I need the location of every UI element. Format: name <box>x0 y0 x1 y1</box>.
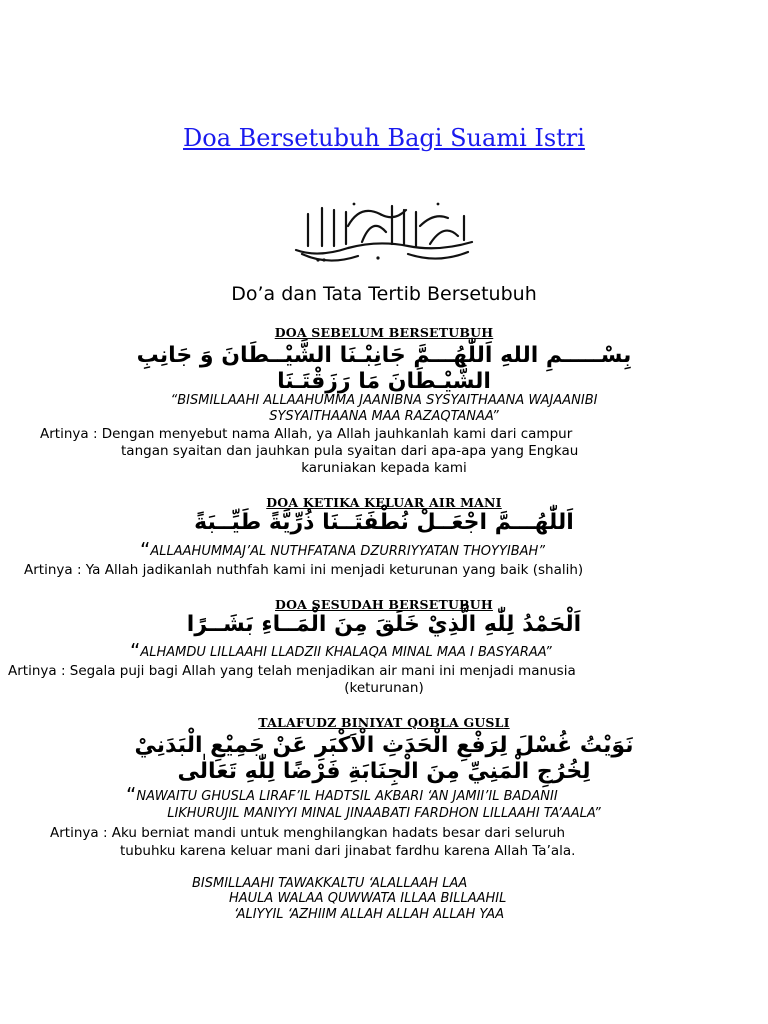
transliteration-line: LIKHURUJIL MANIYYI MINAL JINAABATI FARDHON LILLAAHI TA’AALA” <box>167 806 601 821</box>
transliteration-text: NAWAITU GHUSLA LIRAF’IL HADTSIL AKBARI ‘AN JAMII’IL BADANII <box>136 789 558 804</box>
section-heading: DOA SESUDAH BERSETUBUH <box>275 597 493 612</box>
arabic-text: نَوَيْتُ غُسْلَ لِرَفْعِ الْحَدَثِ الْاَكْبَرِ عَنْ جَمِيْعِ الْبَدَنِيْ <box>134 733 634 758</box>
meaning-line: tangan syaitan dan jauhkan pula syaitan dari apa-apa yang Engkau <box>121 443 579 459</box>
basmalah-calligraphy-icon <box>288 196 480 268</box>
open-quote: “ <box>126 783 137 807</box>
meaning-line: Artinya : Ya Allah jadikanlah nuthfah kami ini menjadi keturunan yang baik (shalih) <box>24 562 584 578</box>
closing-line: BISMILLAAHI TAWAKKALTU ‘ALALLAAH LAA <box>192 876 468 891</box>
arabic-text: الشَّيْـطَانَ مَا رَزَقْتَـنَا <box>277 369 491 394</box>
transliteration-line <box>126 783 558 807</box>
transliteration-line <box>130 639 552 663</box>
open-quote: “ <box>140 538 151 562</box>
meaning-line: Artinya : Segala puji bagi Allah yang telah menjadikan air mani ini menjadi manusia <box>8 663 576 679</box>
closing-line: ‘ALIYYIL ‘AZHIIM ALLAH ALLAH ALLAH YAA <box>234 907 505 922</box>
page-title[interactable]: Doa Bersetubuh Bagi Suami Istri <box>183 124 585 152</box>
closing-line: HAULA WALAA QUWWATA ILLAA BILLAAHIL <box>229 891 507 906</box>
section-subtitle: Do’a dan Tata Tertib Bersetubuh <box>231 283 537 305</box>
meaning-line: Artinya : Aku berniat mandi untuk menghilangkan hadats besar dari seluruh <box>50 825 566 841</box>
meaning-line: Artinya : Dengan menyebut nama Allah, ya Allah jauhkanlah kami dari campur <box>40 426 573 442</box>
transliteration-line: “BISMILLAAHI ALLAAHUMMA JAANIBNA SYSYAITHAANA WAJAANIBI <box>170 393 598 408</box>
meaning-line: karuniakan kepada kami <box>301 460 467 476</box>
arabic-text: اَلْحَمْدُ لِلّٰهِ الَّذِيْ خَلَقَ مِنَ الْمَــاءِ بَشَــرًا <box>186 612 582 637</box>
section-heading: DOA KETIKA KELUAR AIR MANI <box>266 495 502 510</box>
transliteration-line: SYSYAITHAANA MAA RAZAQTANAA” <box>269 409 499 424</box>
arabic-text: بِسْـــــمِ اللهِ اَللّٰهُـــمَّ جَانِبْـنَا الشَّيْــطَانَ وَ جَانِبِ <box>136 343 632 368</box>
arabic-text: اَللّٰهُـــمَّ اجْعَــلْ نُطْفَتَــنَا ذُرِّيَّةً طَيِّــبَةً <box>194 510 574 535</box>
transliteration-line <box>140 538 546 562</box>
transliteration-text: ALLAAHUMMAJ’AL NUTHFATANA DZURRIYYATAN THOYYIBAH” <box>150 544 546 559</box>
section-heading: DOA SEBELUM BERSETUBUH <box>274 325 494 340</box>
open-quote: “ <box>130 639 141 663</box>
section-heading: TALAFUDZ BINIYAT QOBLA GUSLI <box>258 715 510 730</box>
meaning-line: tubuhku karena keluar mani dari jinabat fardhu karena Allah Ta’ala. <box>120 843 576 859</box>
meaning-line: (keturunan) <box>344 680 424 696</box>
arabic-text: لِخُرُجِ الْمَنِيِّ مِنَ الْجِنَابَةِ فَرْضًا لِلّٰهِ تَعَالٰى <box>177 759 591 784</box>
transliteration-text: ALHAMDU LILLAAHI LLADZII KHALAQA MINAL MAA I BASYARAA” <box>140 645 552 660</box>
